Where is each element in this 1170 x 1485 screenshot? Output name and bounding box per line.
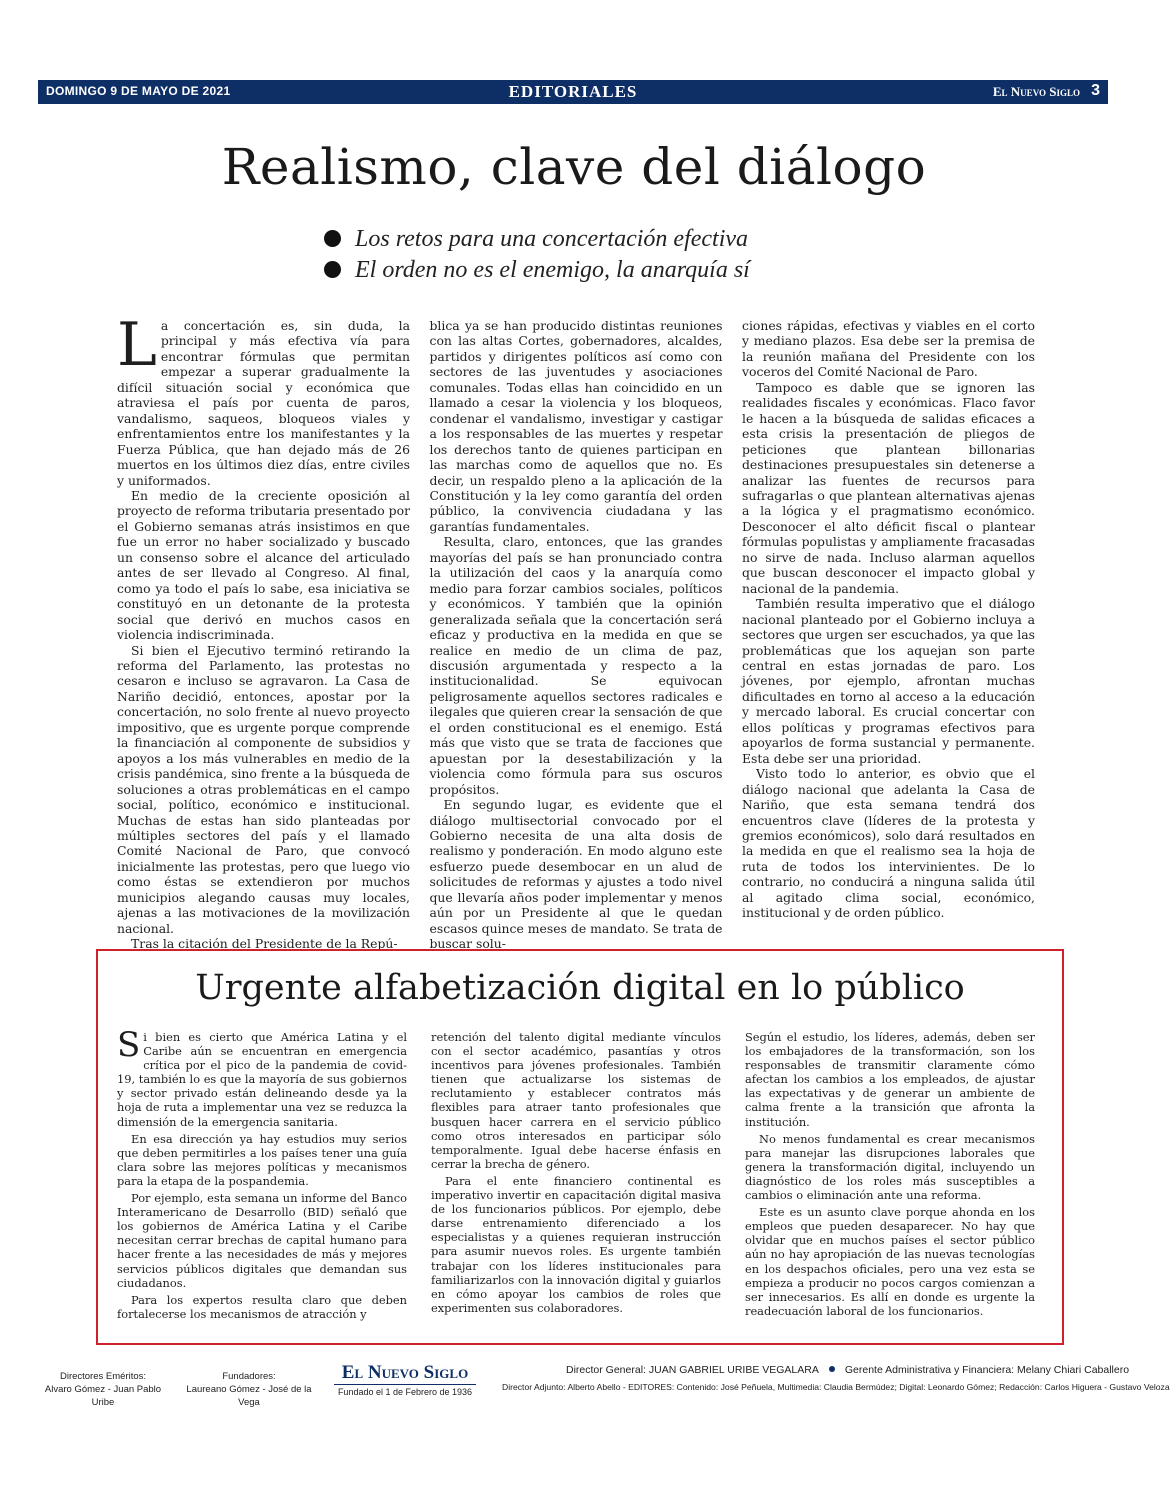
section-name: EDITORIALES xyxy=(508,82,638,101)
paragraph: Para los expertos resulta claro que deben fortalecerse los mecanismos de atracción y xyxy=(117,1292,407,1321)
directores-emeritos: Directores Eméritos: Alvaro Gómez - Juan Pablo Uribe xyxy=(44,1371,162,1408)
paragraph: Si bien es cierto que América Latina y el Caribe aún se encuentran en emergencia crítica por el pico de la pandemia de covid-19, también lo es que la mayoría de sus gobiernos y sector privado están delineando desde ya la hoja de ruta a implementar una vez se reduzca la dimensión de la emergencia sanitaria. xyxy=(117,1025,407,1129)
second-column-1 xyxy=(117,1025,407,1334)
paragraph: Tras la citación del Presidente de la Repú- xyxy=(131,936,398,952)
paragraph: Resulta, claro, entonces, que las grandes mayorías del país se han pronunciado contra la utilización del caos y la anarquía como medio para forzar cambios sociales, políticos y económicos. Y también que la opinión generalizada señala que la concertación será eficaz y productiva en la medida en que se realice en medio de un clima de paz, discusión argumentada y respecto a la institucionalidad. Se equivocan peligrosamente aquellos sectores radicales e ilegales que quieren crear la sensación de que el orden constitucional es el enemigo. Está más que visto que se trata de facciones que apuestan por la desestabilización y la violencia como fórmula para sus oscuros propósitos. xyxy=(429,534,723,797)
bullet-dot-icon xyxy=(324,230,341,247)
paragraph: ciones rápidas, efectivas y viables en el corto y mediano plazos. Esa debe ser la premisa de la reunión mañana del Presidente con los voceros del Comité Nacional de Paro. xyxy=(742,318,1035,380)
paragraph: Visto todo lo anterior, es obvio que el diálogo nacional que adelanta la Casa de Nariño, que esta semana tendrá dos encuentros clave (líderes de la protesta y gremios económicos), solo dará resultados en la medida en que el realismo sea la hoja de ruta de todos los intervinientes. De lo contrario, no conducirá a ninguna salida útil al agitado clima social, económico, institucional y de orden público. xyxy=(742,766,1035,921)
paragraph: En segundo lugar, es evidente que el diálogo multisectorial convocado por el Gobierno necesita de una alta dosis de realismo y ponderación. En modo alguno este esfuerzo puede desembocar en un alud de solicitudes de reformas y ajustes a todo nivel que llevaría años poder implementar y menos aún por un Presidente al que le quedan escasos quince meses de mandato. Se trata de buscar solu- xyxy=(429,797,723,952)
second-column-3 xyxy=(745,1030,1035,1334)
bullet-text: El orden no es el enemigo, la anarquía sí xyxy=(355,257,750,283)
footer-directors: Director General: JUAN GABRIEL URIBE VEGALARA Gerente Administrativa y Financiera: Melany Chiari Caballero xyxy=(566,1364,1130,1376)
paragraph: blica ya se han producido distintas reuniones con las altas Cortes, gobernadores, alcaldes, partidos y dirigentes políticos así como con sectores de las juventudes y asociaciones comunales. Todas ellas han coincidido en un llamado a cesar la violencia y los bloqueos, condenar el vandalismo, investigar y castigar a los responsables de las muertes y respetar los derechos tanto de quienes participan en las marchas como de aquellos que no. Es decir, un respaldo pleno a la aplicación de la Constitución y la ley como garantía del orden público, la convivencia ciudadana y las garantías fundamentales. xyxy=(429,318,723,534)
paragraph: Según el estudio, los líderes, además, deben ser los embajadores de la transformación, son los responsables de transmitir claramente cómo afectan los cambios a los empleados, de ajustar las expectativas y de generar un ambiente de calma frente a la transición que afronta la institución. xyxy=(745,1030,1035,1129)
second-editorial-title: Urgente alfabetización digital en lo público xyxy=(195,968,965,1008)
main-editorial-bullets xyxy=(324,226,924,288)
main-column-2 xyxy=(429,318,723,952)
paragraph: La concertación es, sin duda, la principal y más efectiva vía para encontrar fórmulas que permitan empezar a superar gradualmente la difícil situación social y económica que atraviesa el país por cuenta de paros, vandalismo, saqueos, bloqueos viales y enfrentamientos entre los manifestantes y la Fuerza Pública, que han dejado más de 26 muertos en los últimos diez días, entre civiles y uniformados. xyxy=(117,310,410,488)
paragraph: Para el ente financiero continental es imperativo invertir en capacitación digital masiva de los funcionarios públicos. Por ejemplo, debe darse entrenamiento diferenciado a los especialistas y a quienes requieran instrucción para asumir nuevos roles. Es urgente también trabajar con los líderes institucionales para familiarizarlos con la innovación digital y guiarlos en cómo apoyar los cambios de roles que experimenten sus colaboradores. xyxy=(431,1173,721,1315)
paragraph: También resulta imperativo que el diálogo nacional planteado por el Gobierno incluya a sectores que urgen ser escuchados, ya que las problemáticas que los aquejan son parte central en estas jornadas de paro. Los jóvenes, por ejemplo, afrontan muchas dificultades en torno al acceso a la educación y mercado laboral. Es crucial concertar con ellos políticas y programas efectivos para apoyarlos de forma sustancial y permanente. Esta debe ser una prioridad. xyxy=(742,596,1035,766)
paragraph: Por ejemplo, esta semana un informe del Banco Interamericano de Desarrollo (BID) señaló que los gobiernos de América Latina y el Caribe necesitan cerrar brechas de capital humano para hacer frente a las necesidades de más y mejores servicios públicos digitales que demandan sus ciudadanos. xyxy=(117,1191,407,1290)
drop-cap: S xyxy=(117,1025,141,1065)
main-column-1 xyxy=(117,310,410,952)
page-number: 3 xyxy=(1091,82,1100,99)
separator-dot-icon xyxy=(829,1366,835,1372)
footer-staff: Director Adjunto: Alberto Abello - EDITORES: Contenido: José Peñuela, Multimedia: Claudia Bermúdez; Digital: Leonardo Gómez; Redacción: Carlos Higuera - Gustavo Veloza xyxy=(502,1382,1170,1392)
bullet-line xyxy=(324,257,924,288)
fundadores: Fundadores: Laureano Gómez - José de la Vega xyxy=(186,1371,312,1408)
paragraph: Este es un asunto clave porque ahonda en los empleos que pueden desaparecer. No hay que olvidar que en muchos países el sector público aún no hay apropiación de las nuevas tecnologías en los despachos oficiales, pero una vez esta se empieza a producir no pocos cargos comienzan a ser innecesarios. Es allí en donde es urgente la readecuación laboral de los funcionarios. xyxy=(745,1205,1035,1318)
drop-cap: L xyxy=(117,310,157,380)
paragraph: En esa dirección ya hay estudios muy serios que deben permitirles a los países tener una guía clara sobre las mejores políticas y mecanismos para la etapa de la pospandemia. xyxy=(117,1131,407,1188)
paragraph: Tampoco es dable que se ignoren las realidades fiscales y económicas. Flaco favor le hacen a la búsqueda de salidas eficaces a esta crisis la presentación de pliegos de peticiones que plantean billonarias destinaciones presupuestales sin detenerse a analizar las fuentes de recursos para sufragarlas o que plantean alternativas ajenas a la lógica y el pragmatismo económico. Desconocer el alto déficit fiscal o plantear fórmulas populistas y ampliamente fracasadas no sirve de nada. Incluso alarman aquellos que buscan desconocer el impacto global y nacional de la pandemia. xyxy=(742,379,1035,596)
second-column-2 xyxy=(431,1030,721,1334)
bullet-line xyxy=(324,226,924,257)
main-editorial-title: Realismo, clave del diálogo xyxy=(221,138,927,196)
issue-date: DOMINGO 9 DE MAYO DE 2021 xyxy=(46,84,231,98)
footer xyxy=(38,1362,1170,1408)
paragraph: Si bien el Ejecutivo terminó retirando la reforma del Parlamento, las protestas no cesaron e incluso se agravaron. La Casa de Nariño decidió, entonces, apostar por la concertación, no solo frente al nuevo proyecto impositivo, que es urgente porque comprende la financiación al componente de subsidios y apoyos a los más vulnerables en medio de la crisis pandémica, sino frente a la búsqueda de soluciones a otras problemáticas en el campo social, político, económico e institucional. Muchas de estas han sido planteadas por múltiples sectores del país y el llamado Comité Nacional de Paro, que convocó inicialmente las protestas, pero que luego vio como éstas se extendieron por muchos municipios alegando causas muy locales, ajenas a las motivaciones de la movilización nacional. xyxy=(117,642,410,936)
paragraph: retención del talento digital mediante vínculos con el sector académico, pasantías y otros incentivos para jóvenes profesionales. También tienen que actualizarse los sistemas de reclutamiento y establecer contratos más flexibles para atraer tanto profesionales que busquen hacer carrera en el servicio público como otros interesados en participar sólo temporalmente. Igual debe hacerse énfasis en cerrar la brecha de género. xyxy=(431,1030,721,1171)
main-editorial-body xyxy=(117,310,1035,952)
bullet-dot-icon xyxy=(324,261,341,278)
paragraph: En medio de la creciente oposición al proyecto de reforma tributaria presentado por el Gobierno semanas atrás insistimos en que fue un error no haber socializado y buscado un consenso sobre el alcance del articulado antes de ser llevado al Congreso. Al final, como ya todo el país lo sabe, esa iniciativa se constituyó en un detonante de la protesta social que derivó en muchos casos en violencia indiscriminada. xyxy=(117,487,410,643)
footer-logo: El Nuevo Siglo Fundado el 1 de Febrero de 1936 xyxy=(334,1362,476,1397)
header-bar xyxy=(38,80,1108,104)
bullet-text: Los retos para una concertación efectiva xyxy=(355,226,749,252)
second-editorial-body xyxy=(117,1025,1035,1334)
main-column-3 xyxy=(742,318,1035,938)
masthead-brand: El Nuevo Siglo xyxy=(992,84,1080,99)
paragraph: No menos fundamental es crear mecanismos para manejar las disrupciones laborales que genera la transformación digital, incluyendo un diagnóstico de los roles más susceptibles a cambios o eliminación ante una reforma. xyxy=(745,1131,1035,1203)
